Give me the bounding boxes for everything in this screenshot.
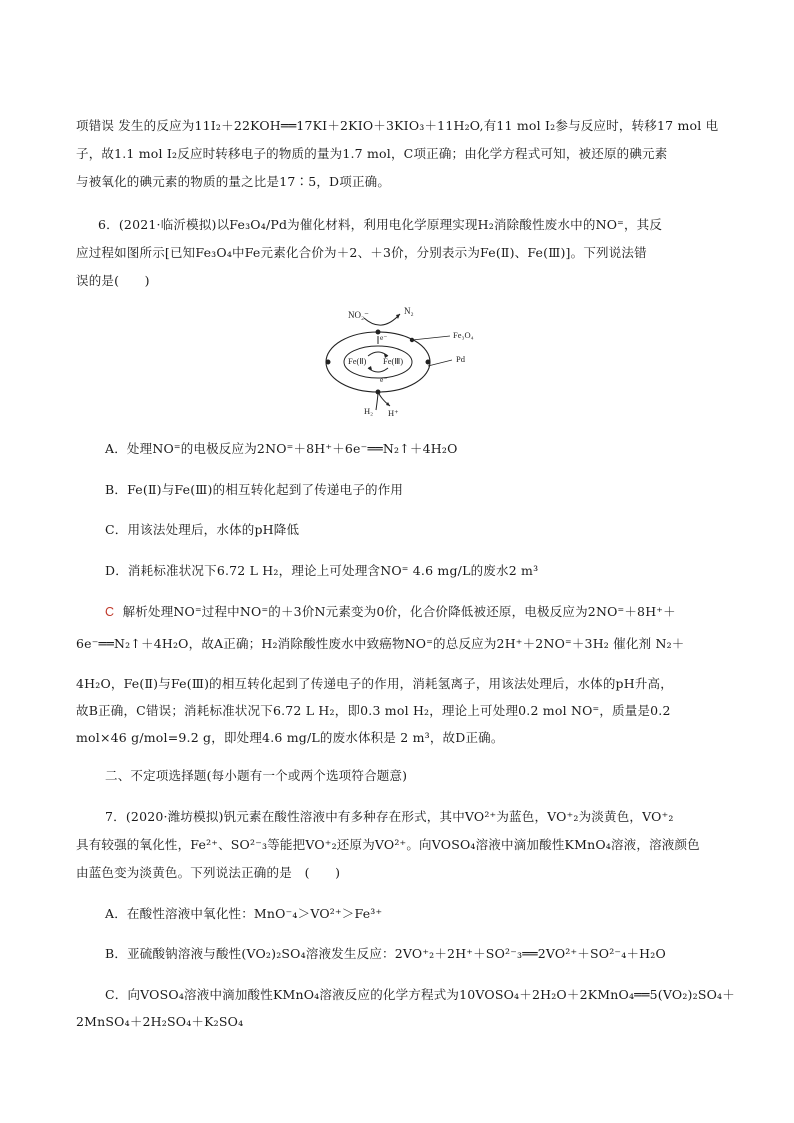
q6-option-c: C．用该法处理后，水体的pH降低 (105, 522, 300, 537)
intro-line-3: 与被氧化的碘元素的物质的量之比是17∶5，D项正确。 (76, 174, 391, 189)
q6-option-b: B．Fe(Ⅱ)与Fe(Ⅲ)的相互转化起到了传递电子的作用 (105, 482, 404, 497)
no2-label: NO₂⁻ (348, 310, 369, 320)
q6-option-a: A．处理NO⁼的电极反应为2NO⁼＋8H⁺＋6e⁻══N₂↑＋4H₂O (105, 441, 458, 456)
fe3o4-leader (412, 336, 450, 340)
hplus-label: H⁺ (388, 408, 399, 418)
intro-line-2: 子，故1.1 mol I₂反应时转移电子的物质的量为1.7 mol，C项正确；由化学方程式可知，被还原的碘元素 (76, 146, 668, 161)
fe3o4-label: Fe₃O₄ (453, 330, 474, 340)
intro-line-1: 项错误 发生的反应为11I₂＋22KOH══17KI＋2KIO＋3KIO₃＋11H₂O,有11 mol I₂参与反应时，转移17 mol 电 (76, 118, 719, 133)
pd-leader (428, 360, 452, 366)
no2-to-n2-arrow (364, 314, 400, 325)
q7-stem-line-3: 由蓝色变为淡黄色。下列说法正确的是 ( ) (76, 865, 341, 880)
answer-letter: C (105, 605, 115, 619)
q6-analysis-line-1 (105, 604, 676, 620)
dot-right (426, 360, 431, 365)
n2-arrowhead (396, 314, 400, 319)
q6-analysis-line-2: 6e⁻══N₂↑＋4H₂O，故A正确；H₂消除酸性废水中致癌物NO⁼的总反应为2H⁺＋2NO⁼＋3H₂ 催化剂 N₂＋ (76, 636, 685, 651)
q7-stem-line-1: 7．(2020·潍坊模拟)钒元素在酸性溶液中有多种存在形式，其中VO²⁺为蓝色，VO⁺₂为淡黄色，VO⁺₂ (105, 809, 674, 824)
dot-left (326, 360, 331, 365)
q6-stem-line-1: 6．(2021·临沂模拟)以Fe₃O₄/Pd为催化材料，利用电化学原理实现H₂消除酸性废水中的NO⁼，其反 (98, 217, 663, 232)
pd-label: Pd (456, 354, 465, 364)
q7-option-c-line-1: C．向VOSO₄溶液中滴加酸性KMnO₄溶液反应的化学方程式为10VOSO₄＋2H₂O＋2KMnO₄══5(VO₂)₂SO₄＋ (105, 987, 735, 1002)
q6-analysis-line-5: mol×46 g/mol=9.2 g，即处理4.6 mg/L的废水体积是 2 m³，故D正确。 (76, 730, 504, 745)
reaction-diagram (320, 300, 490, 418)
n2-label: N₂ (404, 306, 414, 316)
q7-stem-line-2: 具有较强的氧化性，Fe²⁺、SO²⁻₃等能把VO⁺₂还原为VO²⁺。向VOSO₄溶液中滴加酸性KMnO₄溶液，溶液颜色 (76, 837, 700, 852)
q7-option-a: A．在酸性溶液中氧化性：MnO⁻₄＞VO²⁺＞Fe³⁺ (105, 906, 383, 921)
h2-label: H₂ (364, 406, 374, 416)
q7-option-b: B．亚硫酸钠溶液与酸性(VO₂)₂SO₄溶液发生反应：2VO⁺₂＋2H⁺＋SO²⁻₃══2VO²⁺＋SO²⁻₄＋H₂O (105, 946, 666, 961)
fe3-label: Fe(Ⅲ) (383, 356, 404, 366)
e-mid-label: e⁻ (380, 375, 388, 384)
q6-analysis-line-4: 故B正确，C错误；消耗标准状况下6.72 L H₂，即0.3 mol H₂，理论上可处理0.2 mol NO⁼，质量是0.2 (76, 703, 671, 718)
q6-stem-line-3: 误的是( ) (76, 273, 150, 288)
e-top-label: e⁻ (380, 333, 388, 342)
q6-option-d: D．消耗标准状况下6.72 L H₂，理论上可处理含NO⁼ 4.6 mg/L的废水2 m³ (105, 563, 539, 578)
q7-option-c-line-2: 2MnSO₄＋2H₂SO₄＋K₂SO₄ (76, 1014, 244, 1029)
fe2-label: Fe(Ⅱ) (348, 356, 367, 366)
h2-line (376, 392, 378, 410)
analysis-text-1: 解析处理NO⁼过程中NO⁼的＋3价N元素变为0价，化合价降低被还原，电极反应为2NO⁼＋8H⁺＋ (122, 604, 676, 619)
q6-stem-line-2: 应过程如图所示[已知Fe₃O₄中Fe元素化合价为＋2、＋3价，分别表示为Fe(Ⅱ)、Fe(Ⅲ)]。下列说法错 (76, 245, 647, 260)
section2-title: 二、不定项选择题(每小题有一个或两个选项符合题意) (105, 768, 408, 783)
q6-analysis-line-3: 4H₂O，Fe(Ⅱ)与Fe(Ⅲ)的相互转化起到了传递电子的作用，消耗氢离子，用该法处理后，水体的pH升高， (76, 676, 673, 691)
